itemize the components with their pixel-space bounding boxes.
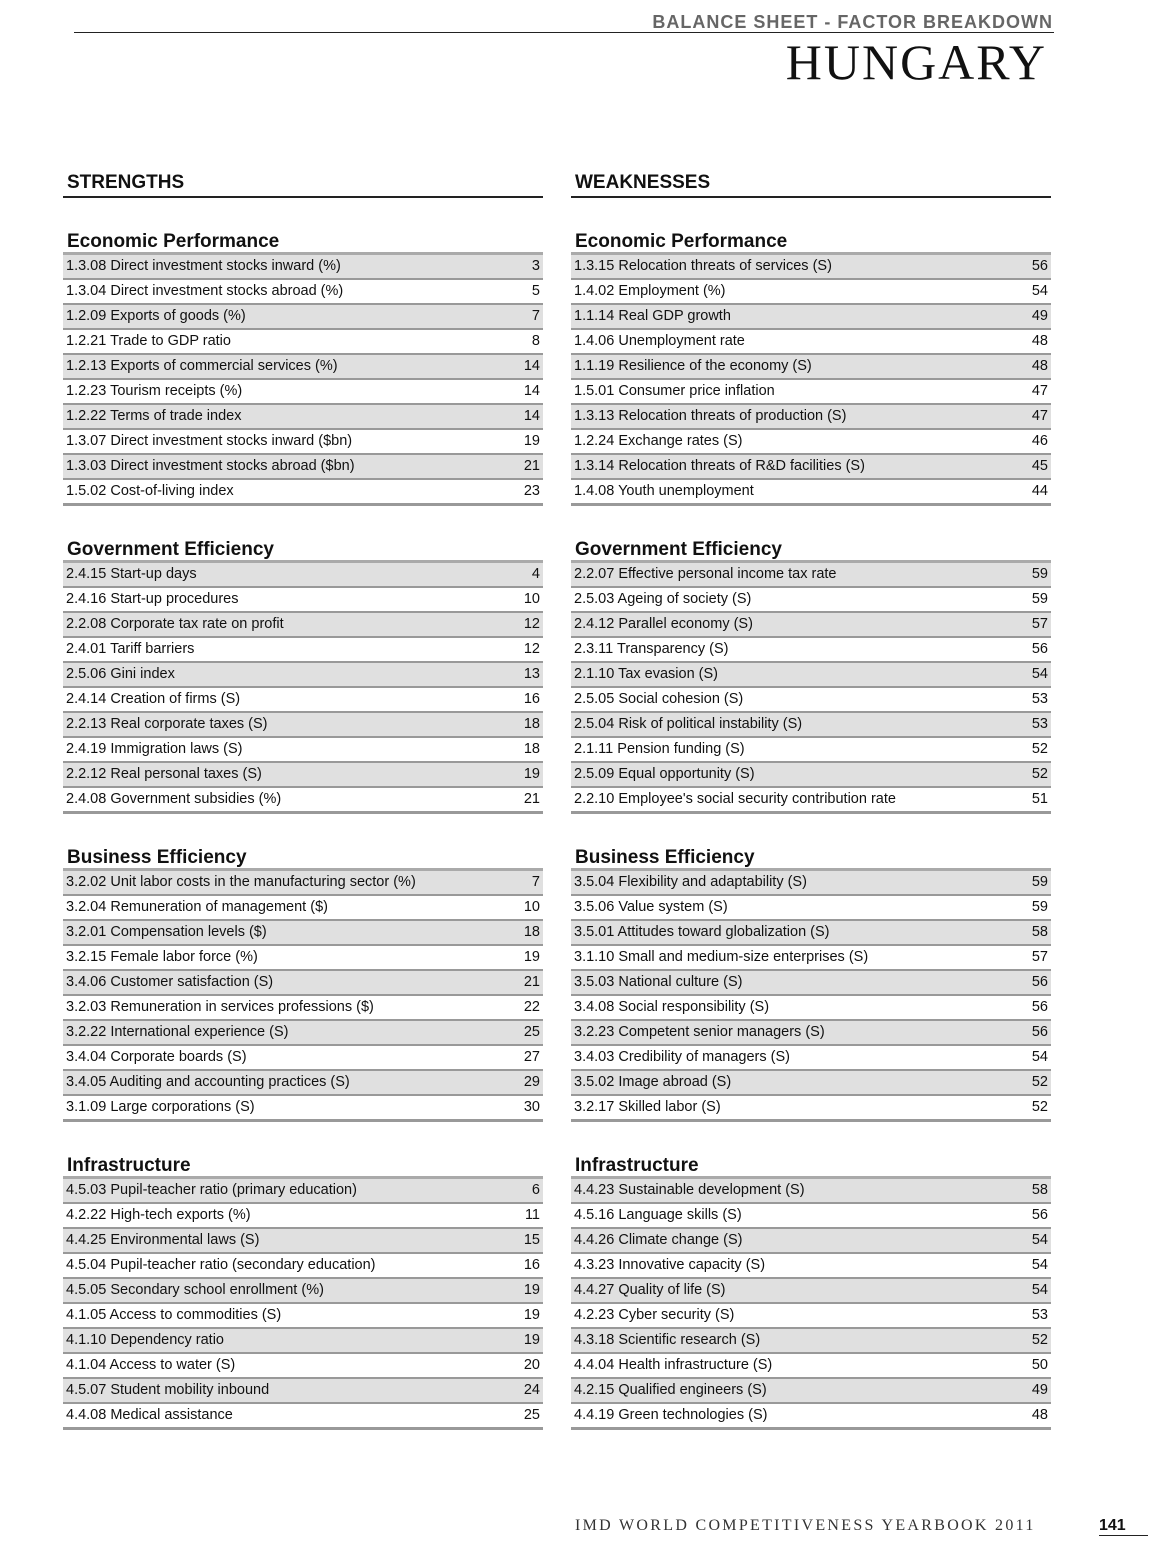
table-row xyxy=(571,280,1051,305)
criterion-label: 3.5.06 Value system (S) xyxy=(574,899,728,915)
rank-value: 58 xyxy=(1031,924,1048,940)
rank-value: 48 xyxy=(1031,358,1048,374)
rank-value: 25 xyxy=(523,1407,540,1423)
table-row xyxy=(63,921,543,946)
table-row xyxy=(63,788,543,814)
section-title: Infrastructure xyxy=(63,1155,543,1179)
criterion-label: 3.2.01 Compensation levels ($) xyxy=(66,924,267,940)
rank-value: 19 xyxy=(523,949,540,965)
table-row xyxy=(63,1204,543,1229)
table-row xyxy=(63,1279,543,1304)
table-row xyxy=(63,480,543,506)
criterion-label: 4.5.04 Pupil-teacher ratio (secondary education) xyxy=(66,1257,376,1273)
criterion-label: 4.4.25 Environmental laws (S) xyxy=(66,1232,260,1248)
criterion-label: 1.2.13 Exports of commercial services (%) xyxy=(66,358,338,374)
criterion-label: 1.3.07 Direct investment stocks inward ($bn) xyxy=(66,433,353,449)
weaknesses-column xyxy=(571,172,1051,1430)
rank-value: 51 xyxy=(1031,791,1048,807)
rank-value: 19 xyxy=(523,766,540,782)
rank-value: 22 xyxy=(523,999,540,1015)
criterion-label: 3.5.02 Image abroad (S) xyxy=(574,1074,732,1090)
criterion-label: 3.2.02 Unit labor costs in the manufacturing sector (%) xyxy=(66,874,416,890)
criterion-label: 1.3.08 Direct investment stocks inward (%) xyxy=(66,258,341,274)
criterion-label: 2.4.15 Start-up days xyxy=(66,566,197,582)
rank-value: 47 xyxy=(1031,408,1048,424)
rank-value: 48 xyxy=(1031,1407,1048,1423)
criterion-label: 1.3.13 Relocation threats of production (S) xyxy=(574,408,847,424)
table-row xyxy=(571,1021,1051,1046)
rank-value: 56 xyxy=(1031,974,1048,990)
criterion-label: 3.1.10 Small and medium-size enterprises (S) xyxy=(574,949,869,965)
table-row xyxy=(63,871,543,896)
criterion-label: 3.2.17 Skilled labor (S) xyxy=(574,1099,721,1115)
table-row xyxy=(63,946,543,971)
rank-value: 23 xyxy=(523,483,540,499)
table-row xyxy=(571,871,1051,896)
criterion-label: 4.5.05 Secondary school enrollment (%) xyxy=(66,1282,324,1298)
criterion-label: 3.4.04 Corporate boards (S) xyxy=(66,1049,247,1065)
table-row xyxy=(571,1304,1051,1329)
table-row xyxy=(63,405,543,430)
strengths-sections xyxy=(63,231,543,1430)
table-row xyxy=(571,1354,1051,1379)
criterion-label: 2.2.08 Corporate tax rate on profit xyxy=(66,616,284,632)
table-row xyxy=(63,1229,543,1254)
criterion-label: 4.4.23 Sustainable development (S) xyxy=(574,1182,805,1198)
rank-value: 29 xyxy=(523,1074,540,1090)
rank-value: 6 xyxy=(531,1182,540,1198)
rank-value: 56 xyxy=(1031,1207,1048,1223)
section-title: Business Efficiency xyxy=(571,847,1051,871)
criterion-label: 4.4.27 Quality of life (S) xyxy=(574,1282,726,1298)
rank-value: 52 xyxy=(1031,741,1048,757)
table-row xyxy=(571,1071,1051,1096)
criterion-label: 4.3.23 Innovative capacity (S) xyxy=(574,1257,766,1273)
rank-value: 14 xyxy=(523,358,540,374)
table-row xyxy=(63,663,543,688)
criterion-label: 4.1.05 Access to commodities (S) xyxy=(66,1307,282,1323)
strengths-heading: STRENGTHS xyxy=(63,172,543,198)
rank-value: 49 xyxy=(1031,308,1048,324)
table-row xyxy=(63,380,543,405)
criterion-label: 2.2.12 Real personal taxes (S) xyxy=(66,766,262,782)
criterion-label: 4.3.18 Scientific research (S) xyxy=(574,1332,761,1348)
criterion-label: 2.4.12 Parallel economy (S) xyxy=(574,616,753,632)
rank-value: 53 xyxy=(1031,691,1048,707)
criterion-label: 4.5.16 Language skills (S) xyxy=(574,1207,742,1223)
table-row xyxy=(571,1229,1051,1254)
rank-value: 16 xyxy=(523,691,540,707)
rank-value: 59 xyxy=(1031,874,1048,890)
rank-value: 18 xyxy=(523,716,540,732)
rank-value: 12 xyxy=(523,641,540,657)
rank-value: 18 xyxy=(523,741,540,757)
rank-value: 20 xyxy=(523,1357,540,1373)
criterion-label: 3.4.03 Credibility of managers (S) xyxy=(574,1049,790,1065)
rank-value: 7 xyxy=(531,308,540,324)
criterion-label: 1.5.01 Consumer price inflation xyxy=(574,383,775,399)
table-row xyxy=(63,763,543,788)
rank-value: 49 xyxy=(1031,1382,1048,1398)
table-row xyxy=(571,1046,1051,1071)
criterion-label: 4.1.10 Dependency ratio xyxy=(66,1332,224,1348)
criterion-label: 1.4.02 Employment (%) xyxy=(574,283,726,299)
publication-footer: IMD WORLD COMPETITIVENESS YEARBOOK 2011 xyxy=(575,1517,1036,1534)
criterion-label: 2.2.13 Real corporate taxes (S) xyxy=(66,716,268,732)
rank-value: 7 xyxy=(531,874,540,890)
criterion-label: 1.2.24 Exchange rates (S) xyxy=(574,433,743,449)
table-row xyxy=(571,355,1051,380)
rank-value: 15 xyxy=(523,1232,540,1248)
criterion-label: 4.5.07 Student mobility inbound xyxy=(66,1382,270,1398)
factor-section xyxy=(63,847,543,1122)
table-row xyxy=(571,613,1051,638)
table-row xyxy=(571,896,1051,921)
criterion-label: 3.5.04 Flexibility and adaptability (S) xyxy=(574,874,807,890)
criterion-label: 1.2.23 Tourism receipts (%) xyxy=(66,383,243,399)
criterion-label: 4.2.22 High-tech exports (%) xyxy=(66,1207,251,1223)
weaknesses-heading: WEAKNESSES xyxy=(571,172,1051,198)
rank-value: 27 xyxy=(523,1049,540,1065)
rank-value: 47 xyxy=(1031,383,1048,399)
rank-value: 13 xyxy=(523,666,540,682)
table-row xyxy=(63,588,543,613)
criterion-label: 4.1.04 Access to water (S) xyxy=(66,1357,236,1373)
rank-value: 59 xyxy=(1031,591,1048,607)
table-row xyxy=(571,1404,1051,1430)
criterion-label: 3.2.22 International experience (S) xyxy=(66,1024,289,1040)
table-row xyxy=(63,1379,543,1404)
rank-value: 57 xyxy=(1031,616,1048,632)
criterion-label: 2.4.08 Government subsidies (%) xyxy=(66,791,282,807)
criterion-label: 2.5.06 Gini index xyxy=(66,666,175,682)
criterion-label: 3.4.08 Social responsibility (S) xyxy=(574,999,770,1015)
rank-value: 58 xyxy=(1031,1182,1048,1198)
table-row xyxy=(571,1379,1051,1404)
criterion-label: 4.4.26 Climate change (S) xyxy=(574,1232,743,1248)
criterion-label: 2.4.16 Start-up procedures xyxy=(66,591,239,607)
criterion-label: 2.5.09 Equal opportunity (S) xyxy=(574,766,755,782)
table-row xyxy=(571,788,1051,814)
table-row xyxy=(63,1096,543,1122)
table-row xyxy=(571,1204,1051,1229)
rank-value: 52 xyxy=(1031,766,1048,782)
table-row xyxy=(63,896,543,921)
rank-value: 57 xyxy=(1031,949,1048,965)
criterion-label: 1.3.15 Relocation threats of services (S) xyxy=(574,258,832,274)
rank-value: 54 xyxy=(1031,1049,1048,1065)
criterion-label: 3.2.23 Competent senior managers (S) xyxy=(574,1024,825,1040)
page-title: HUNGARY xyxy=(785,34,1047,90)
table-row xyxy=(63,305,543,330)
rank-value: 52 xyxy=(1031,1332,1048,1348)
criterion-label: 2.2.10 Employee's social security contribution rate xyxy=(574,791,896,807)
table-row xyxy=(571,638,1051,663)
criterion-label: 1.1.14 Real GDP growth xyxy=(574,308,731,324)
rank-value: 54 xyxy=(1031,1282,1048,1298)
criterion-label: 4.2.15 Qualified engineers (S) xyxy=(574,1382,767,1398)
table-row xyxy=(571,563,1051,588)
table-row xyxy=(571,1179,1051,1204)
table-row xyxy=(63,1354,543,1379)
factor-section xyxy=(571,231,1051,506)
table-row xyxy=(571,430,1051,455)
rank-value: 56 xyxy=(1031,258,1048,274)
table-row xyxy=(63,1071,543,1096)
table-row xyxy=(63,996,543,1021)
rank-value: 19 xyxy=(523,1307,540,1323)
table-row xyxy=(571,688,1051,713)
factor-section xyxy=(63,539,543,814)
table-row xyxy=(571,946,1051,971)
criterion-label: 2.1.11 Pension funding (S) xyxy=(574,741,745,757)
criterion-label: 2.3.11 Transparency (S) xyxy=(574,641,729,657)
criterion-label: 4.4.19 Green technologies (S) xyxy=(574,1407,768,1423)
factor-section xyxy=(571,539,1051,814)
criterion-label: 3.5.01 Attitudes toward globalization (S) xyxy=(574,924,830,940)
table-row xyxy=(571,1254,1051,1279)
table-row xyxy=(63,1021,543,1046)
strengths-column xyxy=(63,172,543,1430)
criterion-label: 2.5.03 Ageing of society (S) xyxy=(574,591,752,607)
section-title: Economic Performance xyxy=(571,231,1051,255)
table-row xyxy=(63,430,543,455)
rank-value: 19 xyxy=(523,1282,540,1298)
table-row xyxy=(571,330,1051,355)
table-row xyxy=(63,1046,543,1071)
table-row xyxy=(63,971,543,996)
table-row xyxy=(571,971,1051,996)
table-row xyxy=(63,1329,543,1354)
table-row xyxy=(63,1254,543,1279)
rank-value: 4 xyxy=(531,566,540,582)
table-row xyxy=(571,405,1051,430)
criterion-label: 3.4.06 Customer satisfaction (S) xyxy=(66,974,274,990)
rank-value: 25 xyxy=(523,1024,540,1040)
rank-value: 5 xyxy=(531,283,540,299)
rank-value: 45 xyxy=(1031,458,1048,474)
rank-value: 24 xyxy=(523,1382,540,1398)
table-row xyxy=(63,1179,543,1204)
criterion-label: 2.4.14 Creation of firms (S) xyxy=(66,691,241,707)
rank-value: 52 xyxy=(1031,1099,1048,1115)
table-row xyxy=(571,713,1051,738)
table-row xyxy=(571,663,1051,688)
rank-value: 59 xyxy=(1031,899,1048,915)
table-row xyxy=(63,688,543,713)
table-row xyxy=(63,613,543,638)
rank-value: 8 xyxy=(531,333,540,349)
table-row xyxy=(571,1279,1051,1304)
criterion-label: 4.4.08 Medical assistance xyxy=(66,1407,233,1423)
criterion-label: 3.1.09 Large corporations (S) xyxy=(66,1099,255,1115)
rank-value: 56 xyxy=(1031,641,1048,657)
table-row xyxy=(63,1404,543,1430)
table-row xyxy=(571,1329,1051,1354)
table-row xyxy=(571,1096,1051,1122)
section-title: Infrastructure xyxy=(571,1155,1051,1179)
rank-value: 21 xyxy=(523,974,540,990)
rank-value: 3 xyxy=(531,258,540,274)
factor-section xyxy=(63,1155,543,1430)
rank-value: 21 xyxy=(523,458,540,474)
factor-section xyxy=(571,847,1051,1122)
criterion-label: 1.3.04 Direct investment stocks abroad (%) xyxy=(66,283,344,299)
criterion-label: 3.4.05 Auditing and accounting practices (S) xyxy=(66,1074,350,1090)
factor-section xyxy=(571,1155,1051,1430)
rank-value: 11 xyxy=(524,1207,540,1223)
table-row xyxy=(63,255,543,280)
section-title: Economic Performance xyxy=(63,231,543,255)
rank-value: 16 xyxy=(523,1257,540,1273)
criterion-label: 1.3.03 Direct investment stocks abroad ($bn) xyxy=(66,458,355,474)
rank-value: 48 xyxy=(1031,333,1048,349)
criterion-label: 3.2.04 Remuneration of management ($) xyxy=(66,899,328,915)
criterion-label: 2.2.07 Effective personal income tax rate xyxy=(574,566,837,582)
rank-value: 53 xyxy=(1031,716,1048,732)
weaknesses-sections xyxy=(571,231,1051,1430)
table-row xyxy=(63,713,543,738)
criterion-label: 1.2.09 Exports of goods (%) xyxy=(66,308,246,324)
table-row xyxy=(63,280,543,305)
rank-value: 44 xyxy=(1031,483,1048,499)
criterion-label: 1.2.21 Trade to GDP ratio xyxy=(66,333,231,349)
table-row xyxy=(571,588,1051,613)
rank-value: 19 xyxy=(523,1332,540,1348)
rank-value: 10 xyxy=(523,591,540,607)
table-row xyxy=(571,455,1051,480)
table-row xyxy=(63,455,543,480)
page-subtitle: BALANCE SHEET - FACTOR BREAKDOWN xyxy=(652,12,1053,32)
rank-value: 18 xyxy=(523,924,540,940)
criterion-label: 2.1.10 Tax evasion (S) xyxy=(574,666,719,682)
table-row xyxy=(571,480,1051,506)
section-title: Business Efficiency xyxy=(63,847,543,871)
rank-value: 59 xyxy=(1031,566,1048,582)
section-title: Government Efficiency xyxy=(571,539,1051,563)
rank-value: 56 xyxy=(1031,999,1048,1015)
factor-section xyxy=(63,231,543,506)
table-row xyxy=(571,996,1051,1021)
table-row xyxy=(571,305,1051,330)
page-number: 141 xyxy=(1099,1517,1148,1536)
rank-value: 54 xyxy=(1031,1232,1048,1248)
criterion-label: 2.4.19 Immigration laws (S) xyxy=(66,741,243,757)
criterion-label: 2.4.01 Tariff barriers xyxy=(66,641,195,657)
table-row xyxy=(571,921,1051,946)
rank-value: 21 xyxy=(523,791,540,807)
table-row xyxy=(63,330,543,355)
criterion-label: 1.2.22 Terms of trade index xyxy=(66,408,242,424)
table-row xyxy=(571,255,1051,280)
criterion-label: 1.4.06 Unemployment rate xyxy=(574,333,745,349)
rank-value: 54 xyxy=(1031,666,1048,682)
rank-value: 56 xyxy=(1031,1024,1048,1040)
table-row xyxy=(63,563,543,588)
criterion-label: 1.5.02 Cost-of-living index xyxy=(66,483,234,499)
rank-value: 54 xyxy=(1031,1257,1048,1273)
criterion-label: 3.2.15 Female labor force (%) xyxy=(66,949,258,965)
table-row xyxy=(63,355,543,380)
rank-value: 50 xyxy=(1031,1357,1048,1373)
criterion-label: 3.2.03 Remuneration in services professions ($) xyxy=(66,999,374,1015)
criterion-label: 1.4.08 Youth unemployment xyxy=(574,483,754,499)
criterion-label: 2.5.05 Social cohesion (S) xyxy=(574,691,744,707)
rank-value: 53 xyxy=(1031,1307,1048,1323)
criterion-label: 4.4.04 Health infrastructure (S) xyxy=(574,1357,773,1373)
rank-value: 14 xyxy=(523,408,540,424)
rank-value: 10 xyxy=(523,899,540,915)
table-row xyxy=(63,1304,543,1329)
criterion-label: 3.5.03 National culture (S) xyxy=(574,974,743,990)
criterion-label: 1.3.14 Relocation threats of R&D facilities (S) xyxy=(574,458,865,474)
criterion-label: 2.5.04 Risk of political instability (S) xyxy=(574,716,803,732)
rank-value: 19 xyxy=(523,433,540,449)
rank-value: 54 xyxy=(1031,283,1048,299)
table-row xyxy=(571,738,1051,763)
rank-value: 52 xyxy=(1031,1074,1048,1090)
section-title: Government Efficiency xyxy=(63,539,543,563)
criterion-label: 1.1.19 Resilience of the economy (S) xyxy=(574,358,812,374)
criterion-label: 4.5.03 Pupil-teacher ratio (primary education) xyxy=(66,1182,357,1198)
table-row xyxy=(571,763,1051,788)
table-row xyxy=(63,638,543,663)
criterion-label: 4.2.23 Cyber security (S) xyxy=(574,1307,735,1323)
table-row xyxy=(63,738,543,763)
rank-value: 14 xyxy=(523,383,540,399)
rank-value: 12 xyxy=(523,616,540,632)
rank-value: 30 xyxy=(523,1099,540,1115)
table-row xyxy=(571,380,1051,405)
rank-value: 46 xyxy=(1031,433,1048,449)
